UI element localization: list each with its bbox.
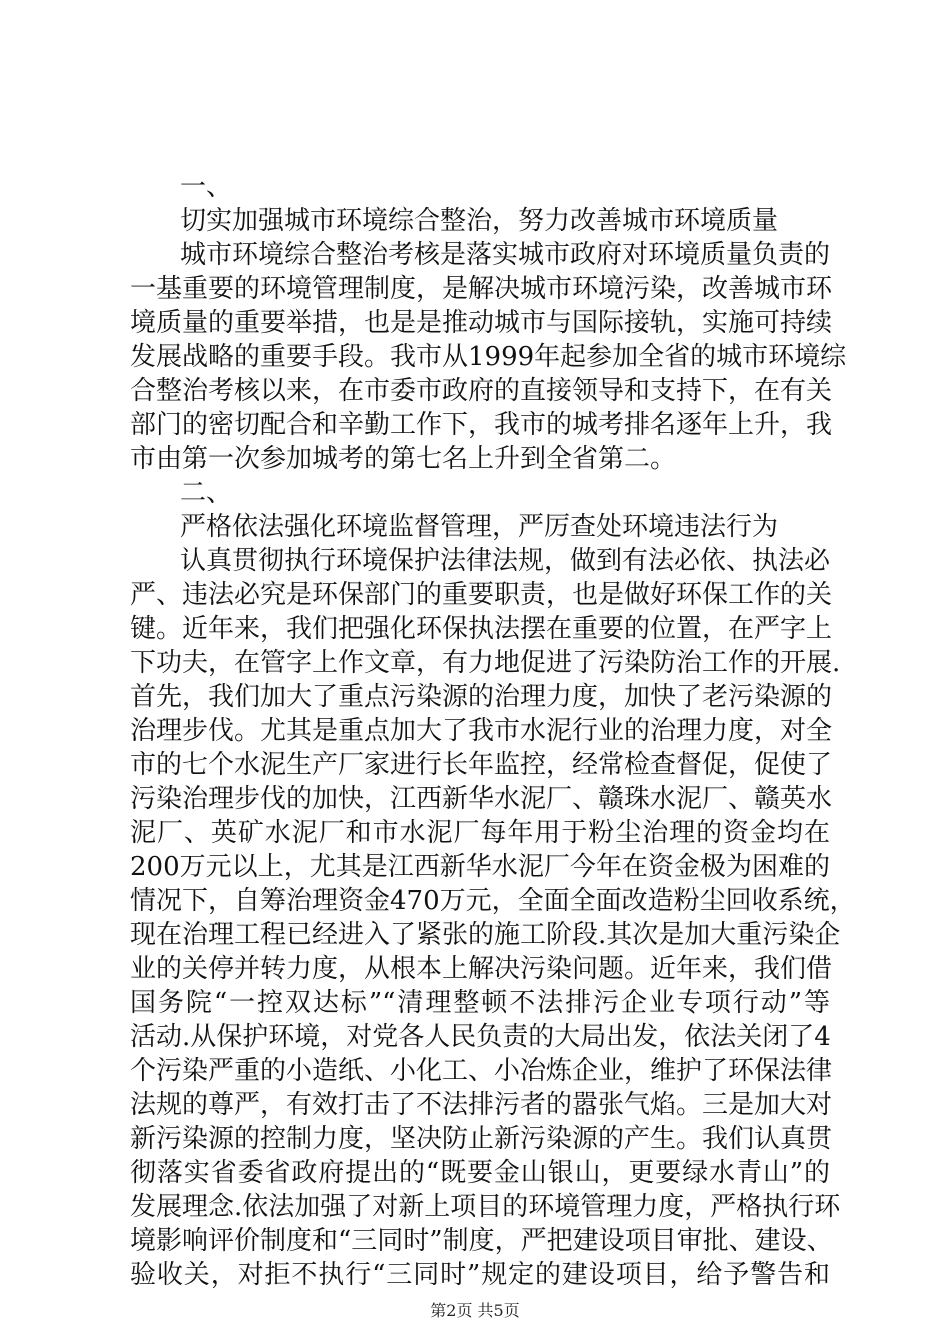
paragraph-line: 污染治理步伐的加快，江西新华水泥厂、赣珠水泥厂、赣英水 xyxy=(130,784,833,814)
paragraph-line: 一基重要的环境管理制度，是解决城市环境污染，改善城市环 xyxy=(130,274,833,304)
paragraph-line: 泥厂、英矿水泥厂和市水泥厂每年用于粉尘治理的资金均在 xyxy=(130,818,830,848)
section-number-2: 二、 xyxy=(180,478,233,508)
paragraph-line: 部门的密切配合和辛勤工作下，我市的城考排名逐年上升，我 xyxy=(130,410,833,440)
paragraph-line: 国务院“一控双达标”“清理整顿不法排污企业专项行动”等 xyxy=(130,988,830,1018)
section-heading-1: 切实加强城市环境综合整治，努力改善城市环境质量 xyxy=(180,206,779,236)
section-number-1: 一、 xyxy=(180,172,233,202)
paragraph-line: 境影响评价制度和“三同时”制度，严把建设项目审批、建设、 xyxy=(130,1226,833,1256)
paragraph-line: 彻落实省委省政府提出的“既要金山银山，更要绿水青山”的 xyxy=(130,1158,830,1188)
paragraph-line: 法规的尊严，有效打击了不法排污者的嚣张气焰。三是加大对 xyxy=(130,1090,833,1120)
paragraph-line: 下功夫，在管字上作文章，有力地促进了污染防治工作的开展. xyxy=(130,648,841,678)
paragraph-line: 市由第一次参加城考的第七名上升到全省第二。 xyxy=(130,444,677,474)
paragraph-line: 严、违法必究是环保部门的重要职责，也是做好环保工作的关 xyxy=(130,580,833,610)
paragraph-line: 个污染严重的小造纸、小化工、小冶炼企业，维护了环保法律 xyxy=(130,1056,833,1086)
paragraph-line: 城市环境综合整治考核是落实城市政府对环境质量负责的 xyxy=(180,240,831,270)
paragraph-line: 情况下，自筹治理资金470万元，全面全面改造粉尘回收系统， xyxy=(130,886,856,916)
paragraph-line: 活动.从保护环境，对党各人民负责的大局出发，依法关闭了4 xyxy=(130,1022,831,1052)
paragraph-line: 境质量的重要举措，也是是推动城市与国际接轨，实施可持续 xyxy=(130,308,833,338)
paragraph-line: 业的关停并转力度，从根本上解决污染问题。近年来，我们借 xyxy=(130,954,833,984)
paragraph-line: 合整治考核以来，在市委市政府的直接领导和支持下，在有关 xyxy=(130,376,833,406)
page-number-footer: 第2页 共5页 xyxy=(430,1301,520,1320)
paragraph-line: 现在治理工程已经进入了紧张的施工阶段.其次是加大重污染企 xyxy=(130,920,841,950)
paragraph-line: 首先，我们加大了重点污染源的治理力度，加快了老污染源的 xyxy=(130,682,833,712)
paragraph-line: 认真贯彻执行环境保护法律法规，做到有法必依、执法必 xyxy=(180,546,831,576)
paragraph-line: 新污染源的控制力度，坚决防止新污染源的产生。我们认真贯 xyxy=(130,1124,833,1154)
paragraph-line: 200万元以上，尤其是江西新华水泥厂今年在资金极为困难的 xyxy=(130,852,830,882)
paragraph-line: 验收关，对拒不执行“三同时”规定的建设项目，给予警告和 xyxy=(130,1260,830,1290)
section-heading-2: 严格依法强化环境监督管理，严厉查处环境违法行为 xyxy=(180,512,779,542)
paragraph-line: 发展理念.依法加强了对新上项目的环境管理力度，严格执行环 xyxy=(130,1192,841,1222)
paragraph-line: 发展战略的重要手段。我市从1999年起参加全省的城市环境综 xyxy=(130,342,847,372)
paragraph-line: 治理步伐。尤其是重点加大了我市水泥行业的治理力度，对全 xyxy=(130,716,833,746)
paragraph-line: 市的七个水泥生产厂家进行长年监控，经常检查督促，促使了 xyxy=(130,750,833,780)
paragraph-line: 键。近年来，我们把强化环保执法摆在重要的位置，在严字上 xyxy=(130,614,833,644)
